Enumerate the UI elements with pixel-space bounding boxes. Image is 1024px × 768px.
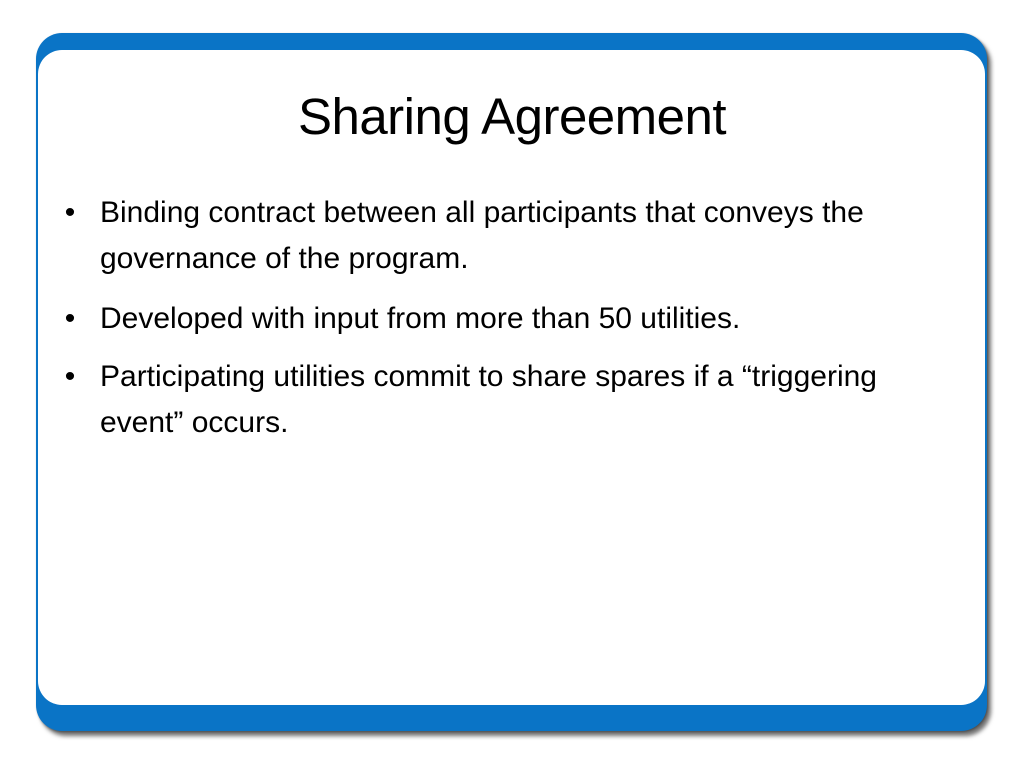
- bullet-icon: •: [64, 360, 76, 393]
- bullet-text: Binding contract between all participants that conveys the governance of the program.: [100, 196, 864, 275]
- bullet-text: Developed with input from more than 50 utilities.: [100, 302, 741, 335]
- slide-title: Sharing Agreement: [297, 88, 727, 145]
- bullet-item: [55, 190, 925, 282]
- bullet-item: [55, 296, 925, 342]
- bullet-item: [55, 354, 925, 446]
- bullet-text: Participating utilities commit to share spares if a “triggering event” occurs.: [100, 360, 877, 439]
- bullet-list: [55, 190, 925, 460]
- bullet-icon: •: [64, 302, 76, 335]
- bullet-icon: •: [64, 196, 76, 229]
